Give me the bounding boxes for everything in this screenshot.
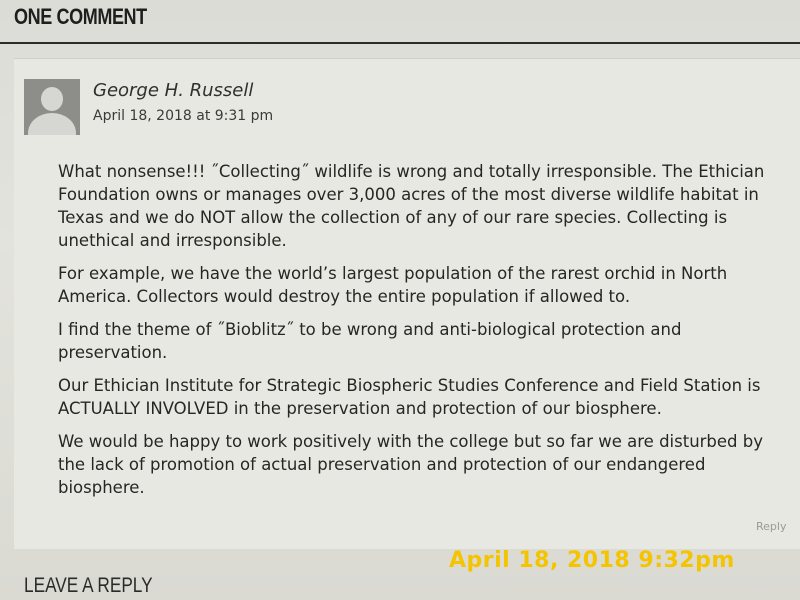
heading-rule [0, 42, 800, 44]
leave-reply-heading: LEAVE A REPLY [24, 574, 153, 597]
section-heading: ONE COMMENT [14, 4, 147, 29]
avatar-shoulders-shape [28, 113, 76, 135]
comment-author[interactable]: George H. Russell [93, 80, 254, 101]
timestamp-overlay: April 18, 2018 9:32pm [449, 548, 735, 573]
comment-paragraph: We would be happy to work positively with the college but so far we are disturbed by the lack of promotion of actual preservation and protection of our endangered biosphere. [58, 432, 764, 497]
avatar-head-shape [41, 87, 63, 111]
comment-date[interactable]: April 18, 2018 at 9:31 pm [93, 108, 274, 124]
comment-paragraph: I find the theme of ˝Bioblitz˝ to be wrong and anti-biological protection and preservation. [58, 320, 682, 362]
avatar [24, 79, 80, 135]
comment-paragraph: Our Ethician Institute for Strategic Biospheric Studies Conference and Field Station is ACTUALLY INVOLVED in the preservation and protection of our biosphere. [58, 376, 761, 418]
comment-paragraph: What nonsense!!! ˝Collecting˝ wildlife is wrong and totally irresponsible. The Ethician Foundation owns or manages over 3,000 acres of the most diverse wildlife habitat in Texas and we do NOT allow the collection of any of our rare species. Collecting is unethical and irresponsible. [58, 162, 765, 250]
comment-paragraph: For example, we have the world’s largest population of the rarest orchid in North America. Collectors would destroy the entire population if allowed to. [58, 264, 728, 306]
comment-body [58, 160, 788, 509]
reply-link[interactable]: Reply [756, 520, 787, 533]
